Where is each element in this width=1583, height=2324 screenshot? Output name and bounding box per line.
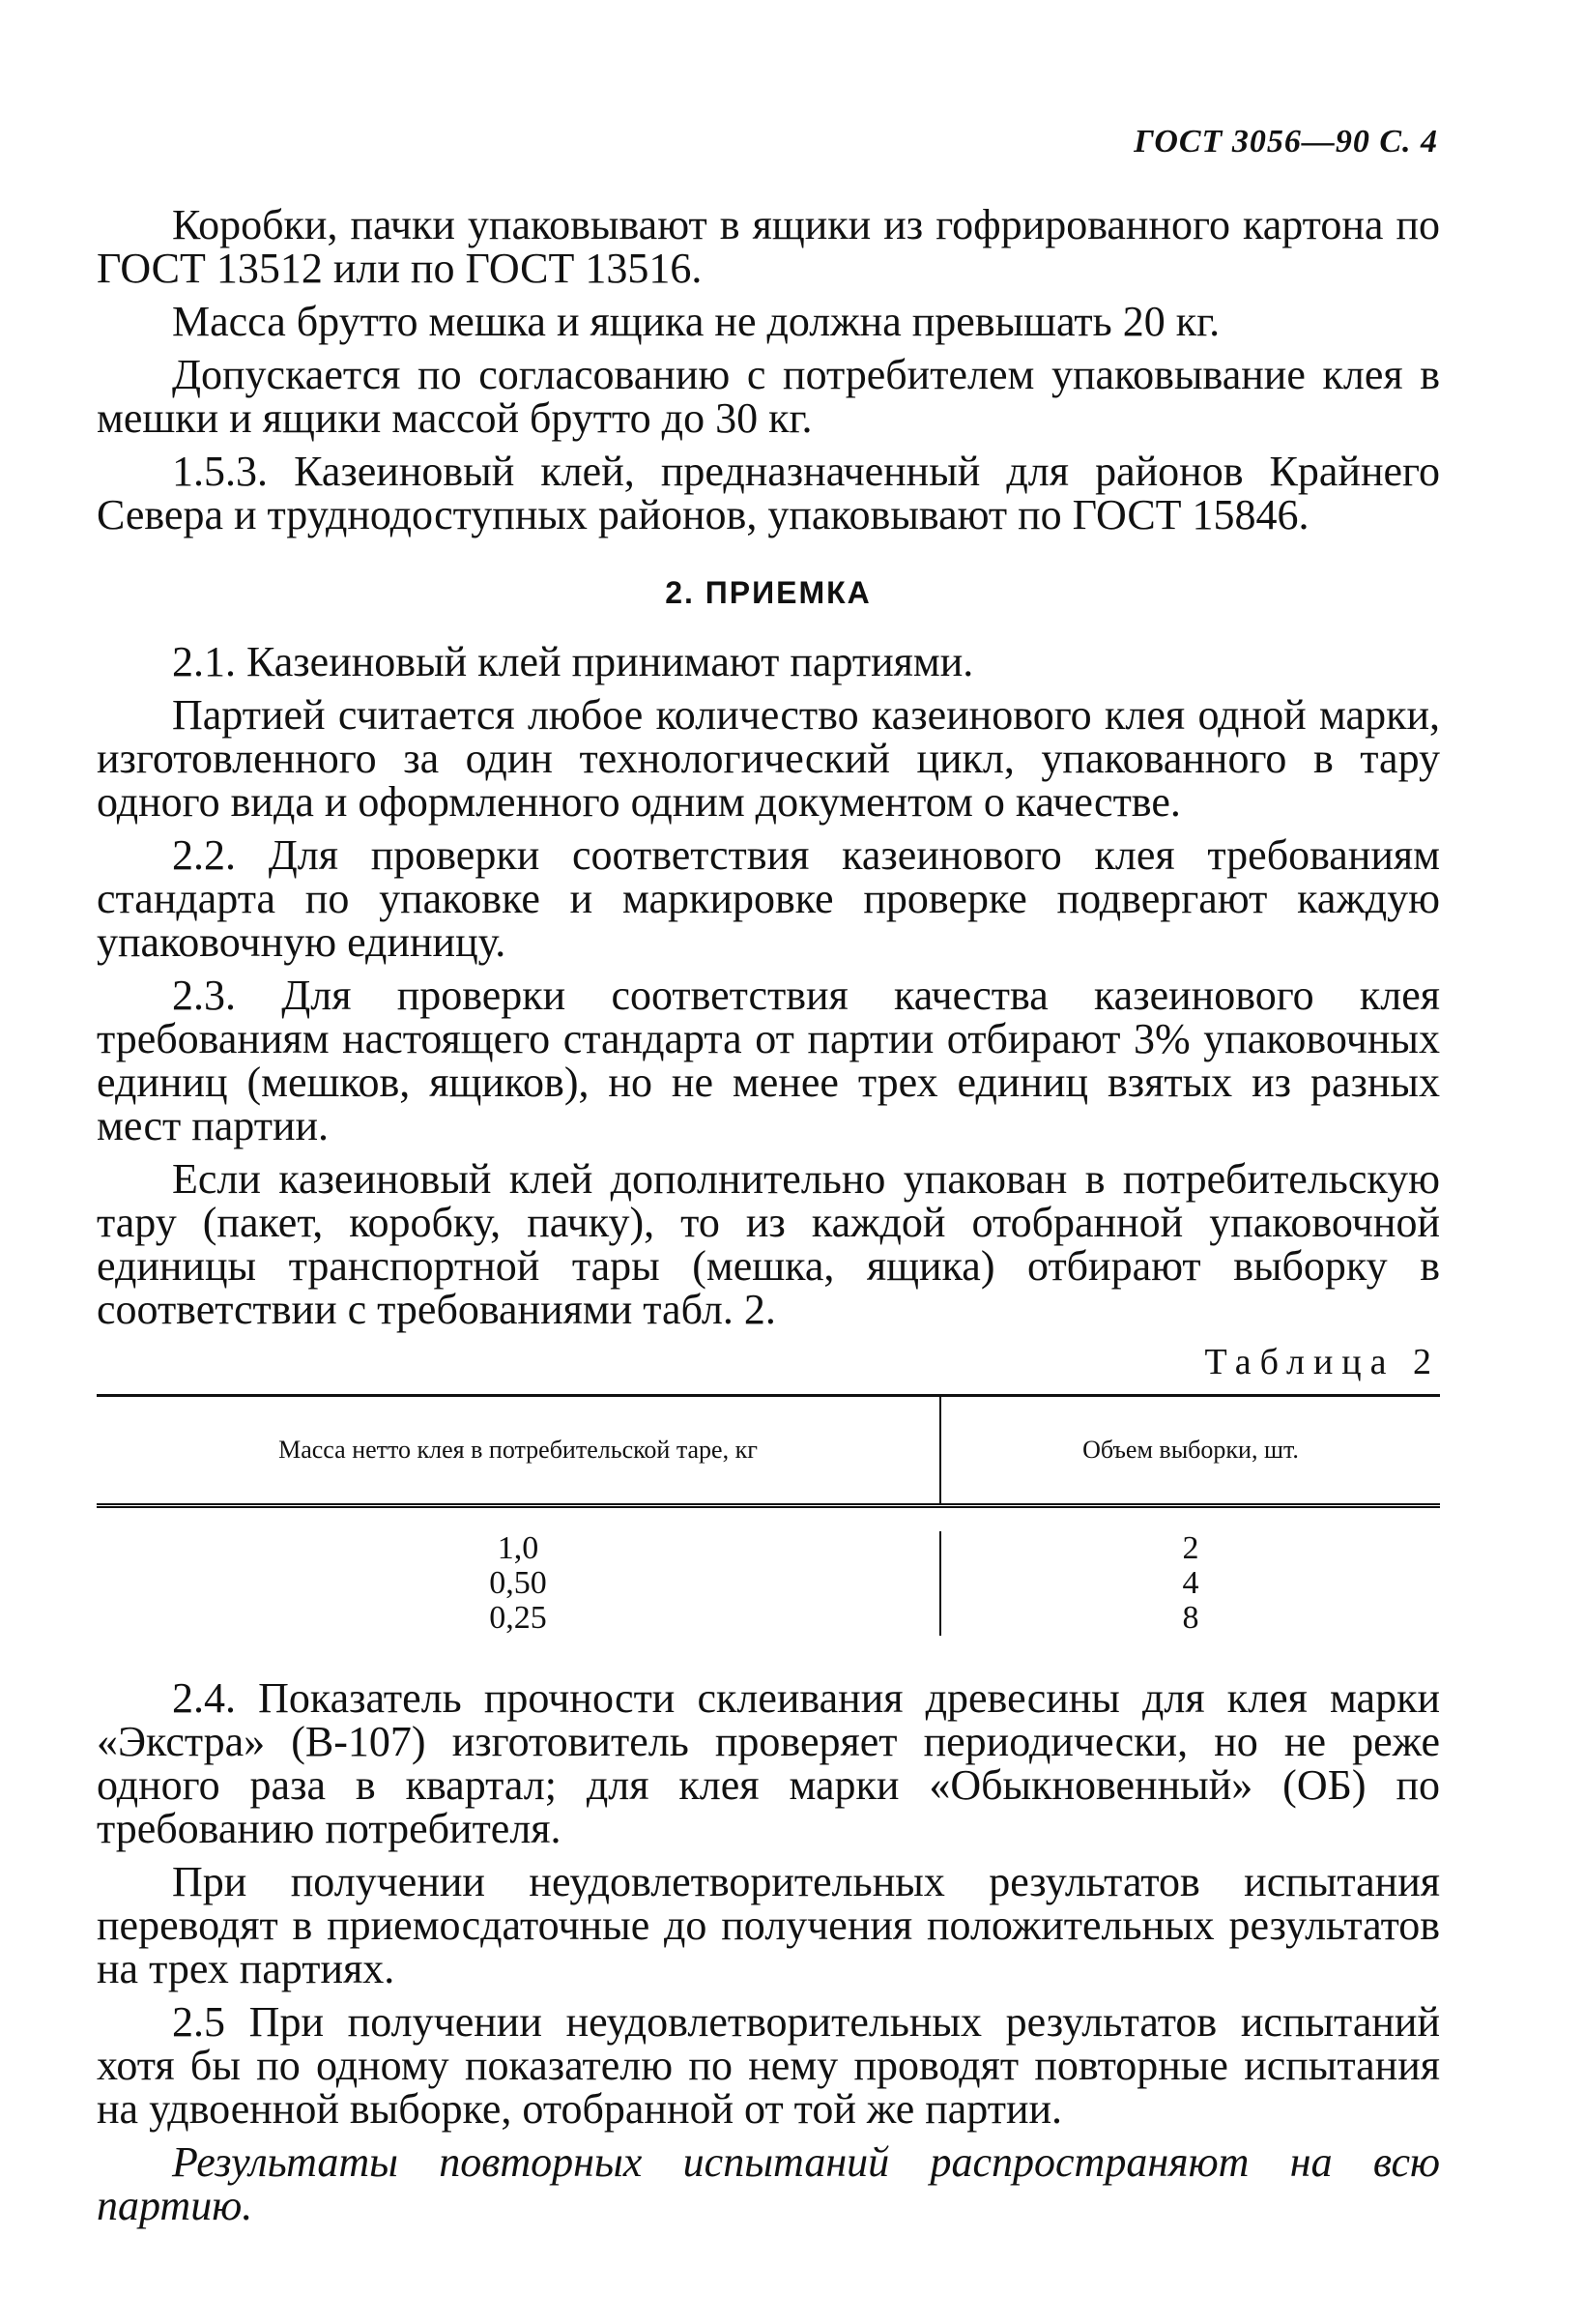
- table-cell: 4: [1182, 1565, 1199, 1601]
- table-cell: 0,25: [489, 1600, 547, 1636]
- paragraph: 2.2. Для проверки соответствия казеинового клея требованиям стандарта по упаковке и маркировке проверке подвергают каждую упаковочную единицу.: [97, 831, 1440, 966]
- table-cell: 2: [1182, 1530, 1199, 1566]
- paragraph: Если казеиновый клей дополнительно упакован в потребительскую тару (пакет, коробку, пачку), то из каждой отобранной упаковочной единицы транспортной тары (мешка, ящика) отбирают выборку в соответствии с требованиями табл. 2.: [97, 1155, 1440, 1333]
- table-caption: Таблица 2: [1204, 1342, 1440, 1382]
- table-cell: 8: [1182, 1600, 1199, 1636]
- table-cell: 0,50: [489, 1565, 547, 1601]
- paragraph: Допускается по согласованию с потребителем упаковывание клея в мешки и ящики массой брутто до 30 кг.: [97, 351, 1440, 442]
- paragraph: Результаты повторных испытаний распространяют на всю партию.: [97, 2138, 1440, 2229]
- paragraph: 2.3. Для проверки соответствия качества казеинового клея требованиям настоящего стандарта от партии отбирают 3% упаковочных единиц (мешков, ящиков), но не менее трех единиц взятых из разных мест партии.: [97, 972, 1440, 1149]
- paragraph: 1.5.3. Казеиновый клей, предназначенный для районов Крайнего Севера и труднодоступных районов, упаковывают по ГОСТ 15846.: [97, 448, 1440, 538]
- document-body: [97, 203, 1440, 2237]
- table-body: [97, 1508, 1440, 1657]
- table-header: [97, 1397, 1440, 1508]
- page-header: ГОСТ 3056—90 С. 4: [1134, 124, 1438, 160]
- paragraph: 2.4. Показатель прочности склеивания древесины для клея марки «Экстра» (В-107) изготовитель проверяет периодически, но не реже одного раза в квартал; для клея марки «Обыкновенный» (ОБ) по требованию потребителя.: [97, 1674, 1440, 1852]
- paragraph: Масса брутто мешка и ящика не должна превышать 20 кг.: [172, 298, 1221, 345]
- paragraph: 2.5 При получении неудовлетворительных результатов испытаний хотя бы по одному показателю по нему проводят повторные испытания на удвоенной выборке, отобранной от той же партии.: [97, 1998, 1440, 2133]
- sample-size-table: [97, 1394, 1440, 1657]
- paragraph: Партией считается любое количество казеинового клея одной марки, изготовленного за один технологический цикл, упакованного в тару одного вида и оформленного одним документом о качестве.: [97, 691, 1440, 826]
- sample-column: [939, 1531, 1440, 1636]
- paragraph: При получении неудовлетворительных результатов испытания переводят в приемосдаточные до получения положительных результатов на трех партиях.: [97, 1858, 1440, 1992]
- mass-column: [97, 1531, 939, 1636]
- section-title: 2. ПРИЕМКА: [665, 575, 872, 610]
- table-cell: 1,0: [497, 1530, 539, 1566]
- column-header-sample: Объем выборки, шт.: [939, 1397, 1440, 1503]
- paragraph: Коробки, пачки упаковывают в ящики из гофрированного картона по ГОСТ 13512 или по ГОСТ 13516.: [97, 201, 1440, 292]
- column-header-mass: Масса нетто клея в потребительской таре, кг: [278, 1436, 758, 1464]
- paragraph: 2.1. Казеиновый клей принимают партиями.: [172, 638, 974, 685]
